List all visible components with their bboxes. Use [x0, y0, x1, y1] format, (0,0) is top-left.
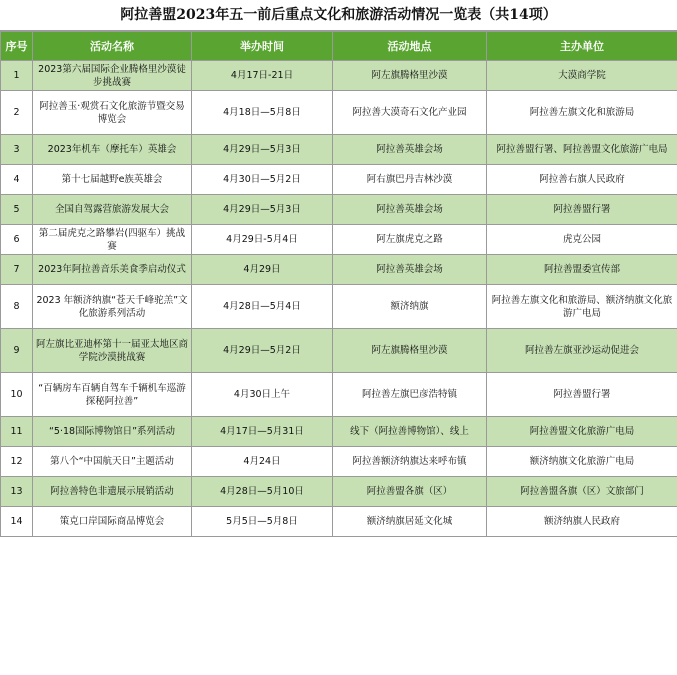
table-row: [1, 329, 677, 373]
cell-place[interactable]: 阿拉善英雄会场: [333, 255, 487, 285]
cell-time[interactable]: 4月29日—5月3日: [192, 135, 333, 165]
cell-activity-name[interactable]: 第二届虎克之路攀岩(四驱车）挑战赛: [33, 225, 192, 255]
cell-host[interactable]: 阿拉善左旗文化和旅游局: [487, 91, 677, 135]
cell-time[interactable]: 4月29日—5月3日: [192, 195, 333, 225]
cell-place[interactable]: 阿右旗巴丹吉林沙漠: [333, 165, 487, 195]
cell-host[interactable]: 阿拉善盟行署: [487, 195, 677, 225]
cell-place[interactable]: 额济纳旗: [333, 285, 487, 329]
cell-time[interactable]: 4月30日上午: [192, 373, 333, 417]
table-row: [1, 225, 677, 255]
cell-activity-name[interactable]: 阿拉善特色非遗展示展销活动: [33, 477, 192, 507]
column-header-host[interactable]: 主办单位: [487, 32, 677, 61]
cell-place[interactable]: 阿左旗腾格里沙漠: [333, 61, 487, 91]
cell-time[interactable]: 4月17日—5月31日: [192, 417, 333, 447]
cell-place[interactable]: 阿左旗虎克之路: [333, 225, 487, 255]
cell-host[interactable]: 阿拉善盟文化旅游广电局: [487, 417, 677, 447]
cell-place[interactable]: 阿拉善额济纳旗达来呼布镇: [333, 447, 487, 477]
table-row: [1, 195, 677, 225]
cell-no[interactable]: 12: [1, 447, 33, 477]
cell-activity-name[interactable]: 全国自驾露营旅游发展大会: [33, 195, 192, 225]
table-row: [1, 477, 677, 507]
cell-no[interactable]: 3: [1, 135, 33, 165]
cell-time[interactable]: 4月18日—5月8日: [192, 91, 333, 135]
cell-host[interactable]: 阿拉善盟委宣传部: [487, 255, 677, 285]
cell-activity-name[interactable]: “百辆房车百辆自驾车千辆机车巡游探秘阿拉善”: [33, 373, 192, 417]
cell-host[interactable]: 阿拉善左旗文化和旅游局、额济纳旗文化旅游广电局: [487, 285, 677, 329]
table-row: [1, 61, 677, 91]
cell-time[interactable]: 4月29日: [192, 255, 333, 285]
cell-no[interactable]: 1: [1, 61, 33, 91]
cell-time[interactable]: 4月30日—5月2日: [192, 165, 333, 195]
cell-place[interactable]: 阿拉善大漠奇石文化产业园: [333, 91, 487, 135]
cell-time[interactable]: 4月24日: [192, 447, 333, 477]
cell-activity-name[interactable]: 2023 年额济纳旗“苍天千峰驼羔”文化旅游系列活动: [33, 285, 192, 329]
cell-host[interactable]: 阿拉善左旗亚沙运动促进会: [487, 329, 677, 373]
header-row: [1, 32, 677, 61]
cell-host[interactable]: 阿拉善盟行署: [487, 373, 677, 417]
table-row: [1, 135, 677, 165]
events-table: [0, 31, 677, 537]
cell-place[interactable]: 阿拉善盟各旗（区）: [333, 477, 487, 507]
cell-activity-name[interactable]: “5·18国际博物馆日”系列活动: [33, 417, 192, 447]
cell-no[interactable]: 11: [1, 417, 33, 447]
cell-activity-name[interactable]: 策克口岸国际商品博览会: [33, 507, 192, 537]
cell-no[interactable]: 6: [1, 225, 33, 255]
table-row: [1, 285, 677, 329]
cell-host[interactable]: 阿拉善右旗人民政府: [487, 165, 677, 195]
cell-time[interactable]: 4月29日-5月4日: [192, 225, 333, 255]
cell-host[interactable]: 阿拉善盟行署、阿拉善盟文化旅游广电局: [487, 135, 677, 165]
table-row: [1, 447, 677, 477]
cell-no[interactable]: 2: [1, 91, 33, 135]
table-row: [1, 417, 677, 447]
cell-no[interactable]: 14: [1, 507, 33, 537]
cell-place[interactable]: 阿拉善英雄会场: [333, 195, 487, 225]
cell-place[interactable]: 阿拉善左旗巴彦浩特镇: [333, 373, 487, 417]
cell-activity-name[interactable]: 第八个“中国航天日”主题活动: [33, 447, 192, 477]
cell-no[interactable]: 7: [1, 255, 33, 285]
cell-place[interactable]: 阿拉善英雄会场: [333, 135, 487, 165]
cell-host[interactable]: 大漠商学院: [487, 61, 677, 91]
cell-host[interactable]: 额济纳旗文化旅游广电局: [487, 447, 677, 477]
column-header-time[interactable]: 举办时间: [192, 32, 333, 61]
table-row: [1, 507, 677, 537]
cell-no[interactable]: 10: [1, 373, 33, 417]
cell-activity-name[interactable]: 第十七届越野e族英雄会: [33, 165, 192, 195]
cell-time[interactable]: 4月28日—5月10日: [192, 477, 333, 507]
cell-activity-name[interactable]: 2023第六届国际企业腾格里沙漠徒步挑战赛: [33, 61, 192, 91]
table-row: [1, 255, 677, 285]
cell-activity-name[interactable]: 2023年机车（摩托车）英雄会: [33, 135, 192, 165]
cell-no[interactable]: 9: [1, 329, 33, 373]
cell-no[interactable]: 13: [1, 477, 33, 507]
cell-host[interactable]: 虎克公园: [487, 225, 677, 255]
cell-no[interactable]: 8: [1, 285, 33, 329]
cell-activity-name[interactable]: 2023年阿拉善音乐美食季启动仪式: [33, 255, 192, 285]
cell-host[interactable]: 阿拉善盟各旗（区）文旅部门: [487, 477, 677, 507]
cell-time[interactable]: 4月17日-21日: [192, 61, 333, 91]
column-header-no[interactable]: 序号: [1, 32, 33, 61]
cell-no[interactable]: 4: [1, 165, 33, 195]
table-row: [1, 91, 677, 135]
cell-activity-name[interactable]: 阿左旗比亚迪杯第十一届亚太地区商学院沙漠挑战赛: [33, 329, 192, 373]
cell-host[interactable]: 额济纳旗人民政府: [487, 507, 677, 537]
cell-time[interactable]: 4月29日—5月2日: [192, 329, 333, 373]
cell-place[interactable]: 线下（阿拉善博物馆）、线上: [333, 417, 487, 447]
cell-place[interactable]: 额济纳旗居延文化城: [333, 507, 487, 537]
table-row: [1, 373, 677, 417]
cell-place[interactable]: 阿左旗腾格里沙漠: [333, 329, 487, 373]
cell-activity-name[interactable]: 阿拉善玉·观赏石文化旅游节暨交易博览会: [33, 91, 192, 135]
column-header-place[interactable]: 活动地点: [333, 32, 487, 61]
cell-time[interactable]: 4月28日—5月4日: [192, 285, 333, 329]
cell-no[interactable]: 5: [1, 195, 33, 225]
table-row: [1, 165, 677, 195]
table-title: 阿拉善盟2023年五一前后重点文化和旅游活动情况一览表（共14项）: [0, 0, 677, 31]
cell-time[interactable]: 5月5日—5月8日: [192, 507, 333, 537]
column-header-name[interactable]: 活动名称: [33, 32, 192, 61]
